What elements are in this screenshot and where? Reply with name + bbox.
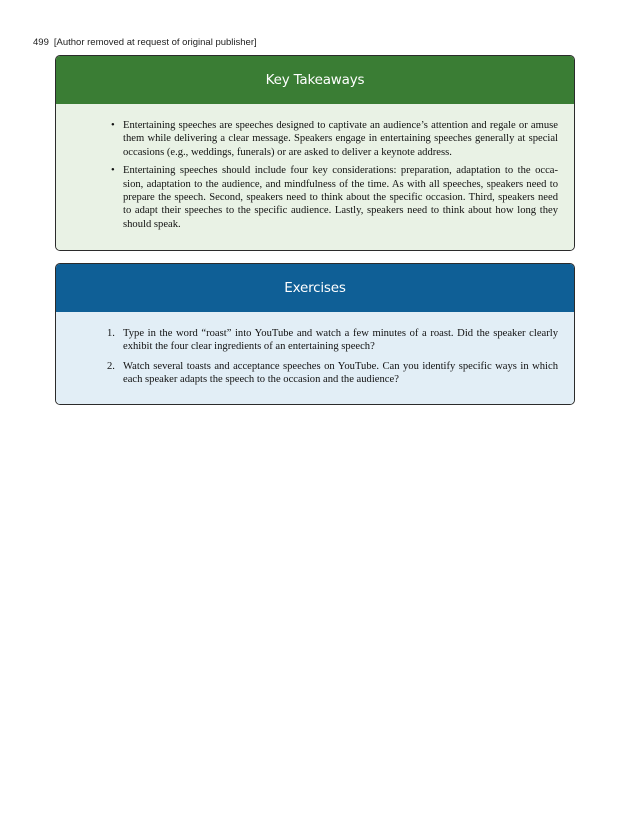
key-takeaways-box — [55, 55, 575, 251]
exercises-body — [56, 312, 574, 405]
takeaway-text: Entertaining speeches are speeches designed to captivate an audience’s attention and regale or amuse them while delivering a clear message. Speakers engage in entertaining speeches generally at special occasions (e.g., weddings, funerals) or are asked to deliver a keynote address. — [123, 120, 558, 158]
key-takeaways-list — [72, 119, 558, 231]
item-number: 1. — [107, 328, 115, 339]
exercises-title: Exercises — [56, 264, 574, 312]
list-item — [72, 164, 558, 231]
exercise-text: Type in the word “roast” into YouTube and watch a few minutes of a roast. Did the speaker clearly exhibit the four clear ingredients of an entertaining speech? — [123, 328, 558, 353]
list-item — [72, 119, 558, 159]
key-takeaways-title: Key Takeaways — [56, 56, 574, 104]
bullet-icon: • — [111, 120, 115, 131]
exercise-text: Watch several toasts and acceptance speeches on YouTube. Can you identify specific ways in which each speaker adapts the speech to the occasion and the audience? — [123, 360, 558, 386]
exercises-list — [72, 327, 558, 387]
list-item — [72, 327, 558, 354]
page-header — [33, 37, 257, 48]
item-number: 2. — [107, 360, 115, 372]
running-title: [Author removed at request of original publisher] — [53, 37, 257, 48]
page-number: 499 — [33, 37, 49, 48]
key-takeaways-body — [56, 104, 574, 251]
takeaway-text: Entertaining speeches should include four key considerations: preparation, adaptation to the occa-sion, adaptation to the audience, and mindfulness of the time. As with all speeches, speakers need to prepare the speech. Second, speakers need to think about the specific occasion. Third, speakers need to adapt their speeches to the specific audience. Lastly, speakers need to think about how long they should speak. — [123, 165, 558, 230]
list-item — [72, 360, 558, 387]
bullet-icon: • — [111, 165, 115, 177]
exercises-box — [55, 263, 575, 405]
